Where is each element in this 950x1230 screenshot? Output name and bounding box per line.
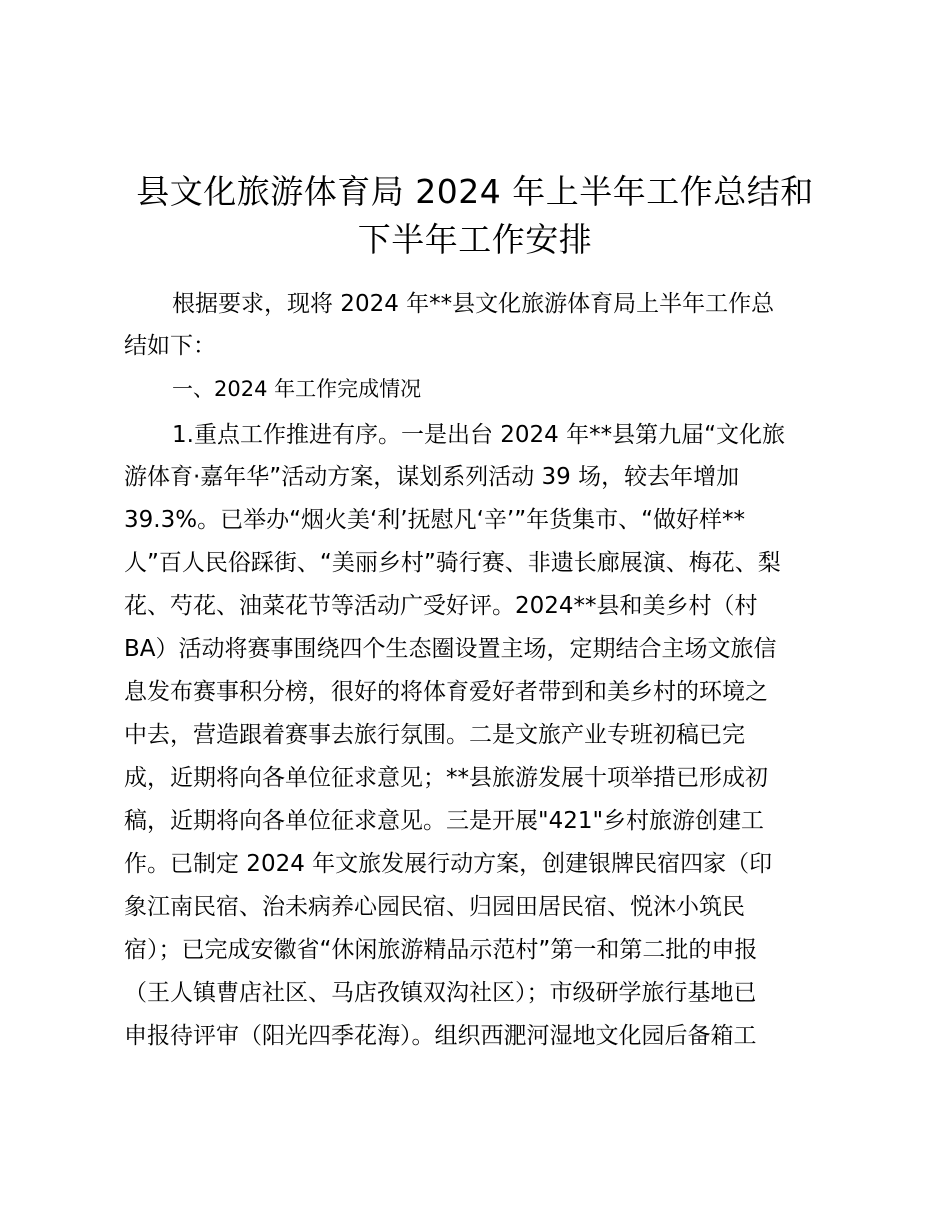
paragraph-line: 中去，营造跟着赛事去旅行氛围。二是文旅产业专班初稿已完 — [124, 722, 745, 748]
paragraph-line: 申报待评审（阳光四季花海）。组织西淝河湿地文化园后备箱工 — [124, 1023, 757, 1049]
paragraph-line: 稿，近期将向各单位征求意见。三是开展"421"乡村旅游创建工 — [124, 808, 765, 834]
paragraph-line: 成，近期将向各单位征求意见；**县旅游发展十项举措已形成初 — [124, 765, 768, 791]
paragraph-line: 游体育·嘉年华”活动方案，谋划系列活动 39 场，较去年增加 — [124, 464, 740, 490]
paragraph-line: 象江南民宿、治未病养心园民宿、归园田居民宿、悦沐小筑民 — [124, 894, 745, 920]
section-heading: 一、2024 年工作完成情况 — [172, 377, 422, 401]
paragraph-line: 息发布赛事积分榜，很好的将体育爱好者带到和美乡村的环境之 — [124, 679, 768, 705]
paragraph-line: BA）活动将赛事围绕四个生态圈设置主场，定期结合主场文旅信 — [124, 636, 777, 662]
paragraph-line: （王人镇曹店社区、马店孜镇双沟社区）；市级研学旅行基地已 — [124, 980, 757, 1006]
document-title-line-1: 县文化旅游体育局 2024 年上半年工作总结和 — [136, 172, 814, 211]
document-title-line-2: 下半年工作安排 — [357, 220, 593, 259]
intro-line: 根据要求，现将 2024 年**县文化旅游体育局上半年工作总 — [172, 291, 775, 317]
paragraph-line: 作。已制定 2024 年文旅发展行动方案，创建银牌民宿四家（印 — [124, 851, 773, 877]
paragraph-line: 宿）；已完成安徽省“休闲旅游精品示范村”第一和第二批的申报 — [124, 937, 758, 963]
paragraph-line: 1.重点工作推进有序。一是出台 2024 年**县第九届“文化旅 — [172, 422, 786, 448]
paragraph-line: 人”百人民俗踩街、“美丽乡村”骑行赛、非遗长廊展演、梅花、梨 — [124, 550, 781, 576]
paragraph-line: 花、芍花、油菜花节等活动广受好评。2024**县和美乡村（村 — [124, 593, 758, 619]
intro-line: 结如下： — [124, 333, 216, 359]
paragraph-line: 39.3%。已举办“烟火美‘利’抚慰凡‘辛’”年货集市、“做好样** — [124, 507, 746, 533]
